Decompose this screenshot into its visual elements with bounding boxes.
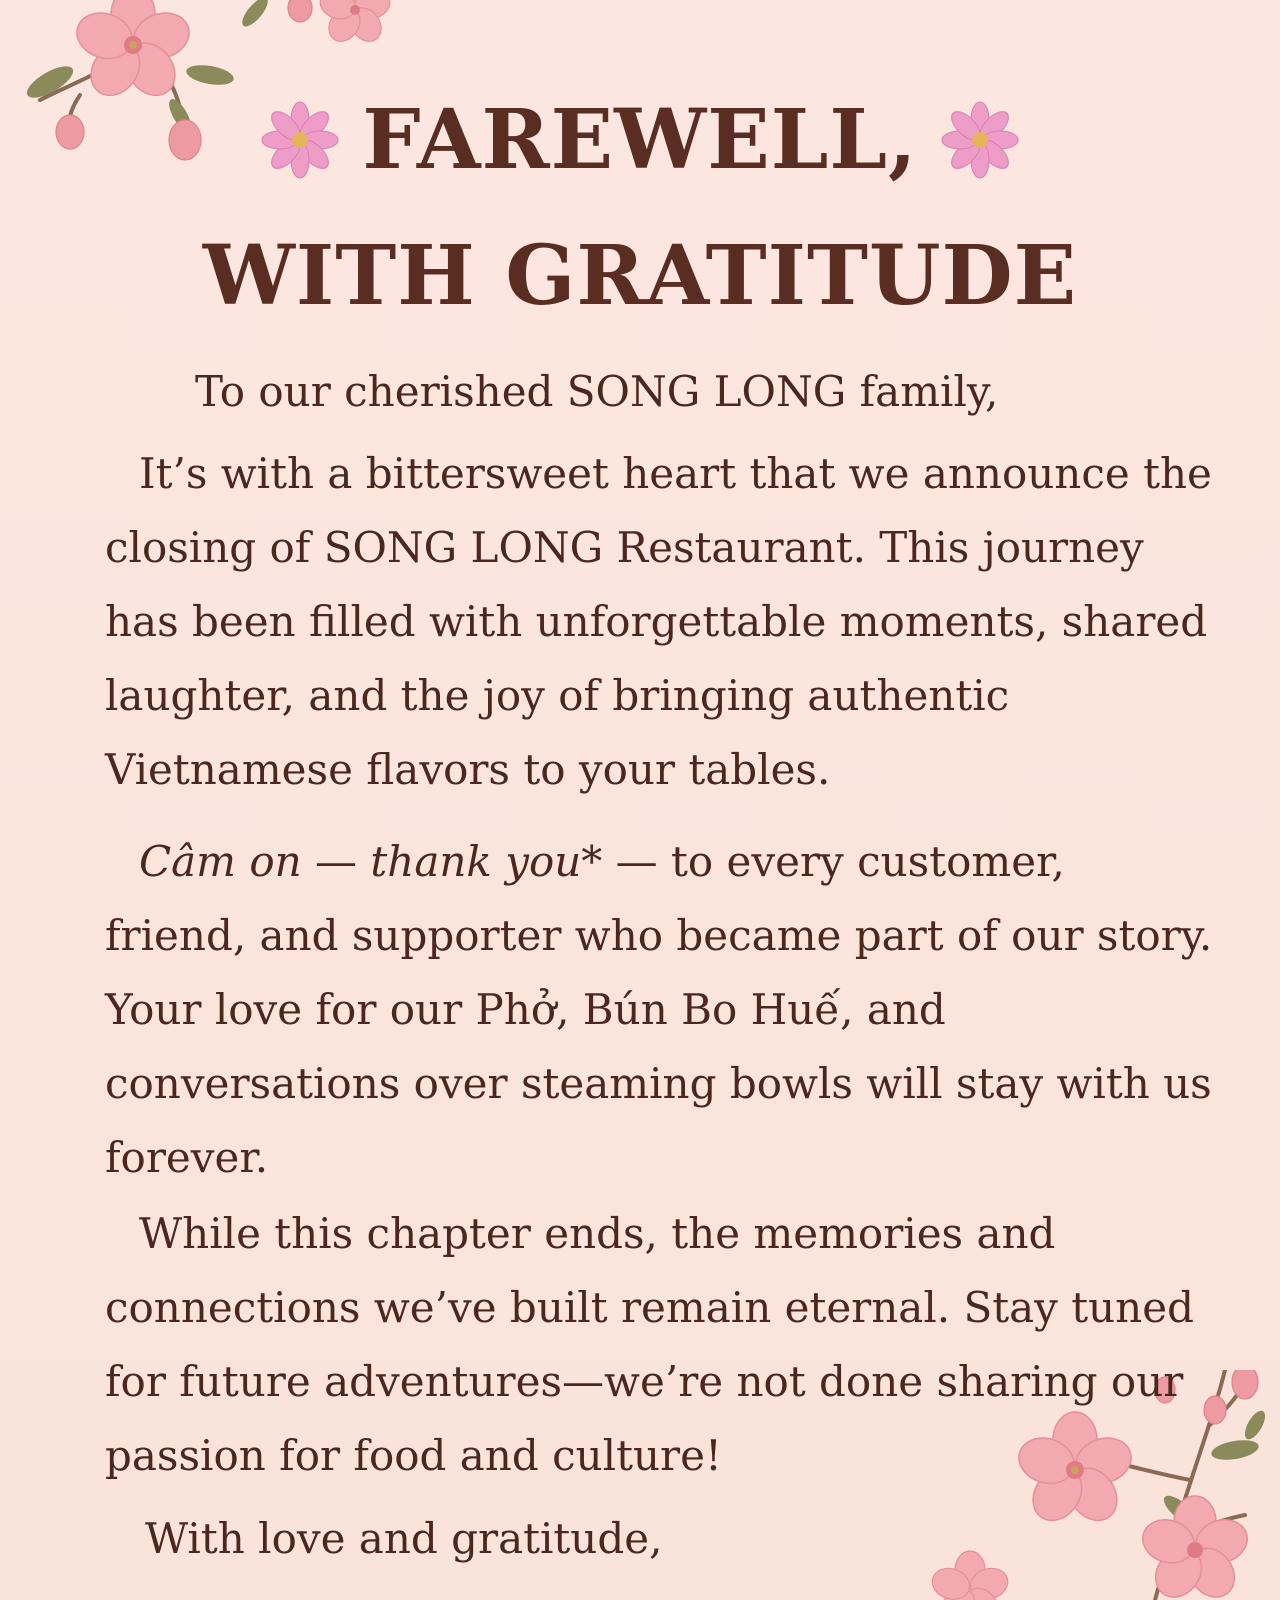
- vietnamese-thanks: Câm on: [139, 837, 302, 886]
- pink-daisy-right-icon: [940, 100, 1020, 180]
- paragraph-thanks-rest: — to every customer, friend, and supporter who became part of our story. Your love for our Phở, Bún Bo Huế, and conversations over steaming bowls will stay with us forever.: [105, 837, 1213, 1182]
- english-thanks: thank you*: [370, 837, 603, 886]
- pink-daisy-left-icon: [260, 100, 340, 180]
- closing-line: With love and gratitude,: [145, 1514, 663, 1563]
- salutation: To our cherished SONG LONG family,: [195, 367, 999, 416]
- paragraph-future: [105, 1197, 1215, 1493]
- title-line-1-row: [0, 78, 1280, 214]
- paragraph-future-text: While this chapter ends, the memories and connections we’ve built remain eternal. Stay tuned for future adventures—we’re not done sharing our passion for food and culture!: [105, 1209, 1194, 1480]
- em-dash-1: —: [301, 837, 371, 886]
- paragraph-announcement: [105, 437, 1215, 807]
- title-line-1: FAREWELL,: [362, 92, 918, 188]
- title-block: [0, 78, 1280, 338]
- paragraph-thanks-text: [105, 825, 1215, 1195]
- paragraph-thanks: [105, 825, 1215, 1195]
- paragraph-announcement-text: It’s with a bittersweet heart that we announce the closing of SONG LONG Restaurant. This journey has been filled with unforgettable moments, shared laughter, and the joy of bringing authentic Vietnamese flavors to your tables.: [105, 449, 1212, 794]
- title-line-2: WITH GRATITUDE: [202, 228, 1078, 324]
